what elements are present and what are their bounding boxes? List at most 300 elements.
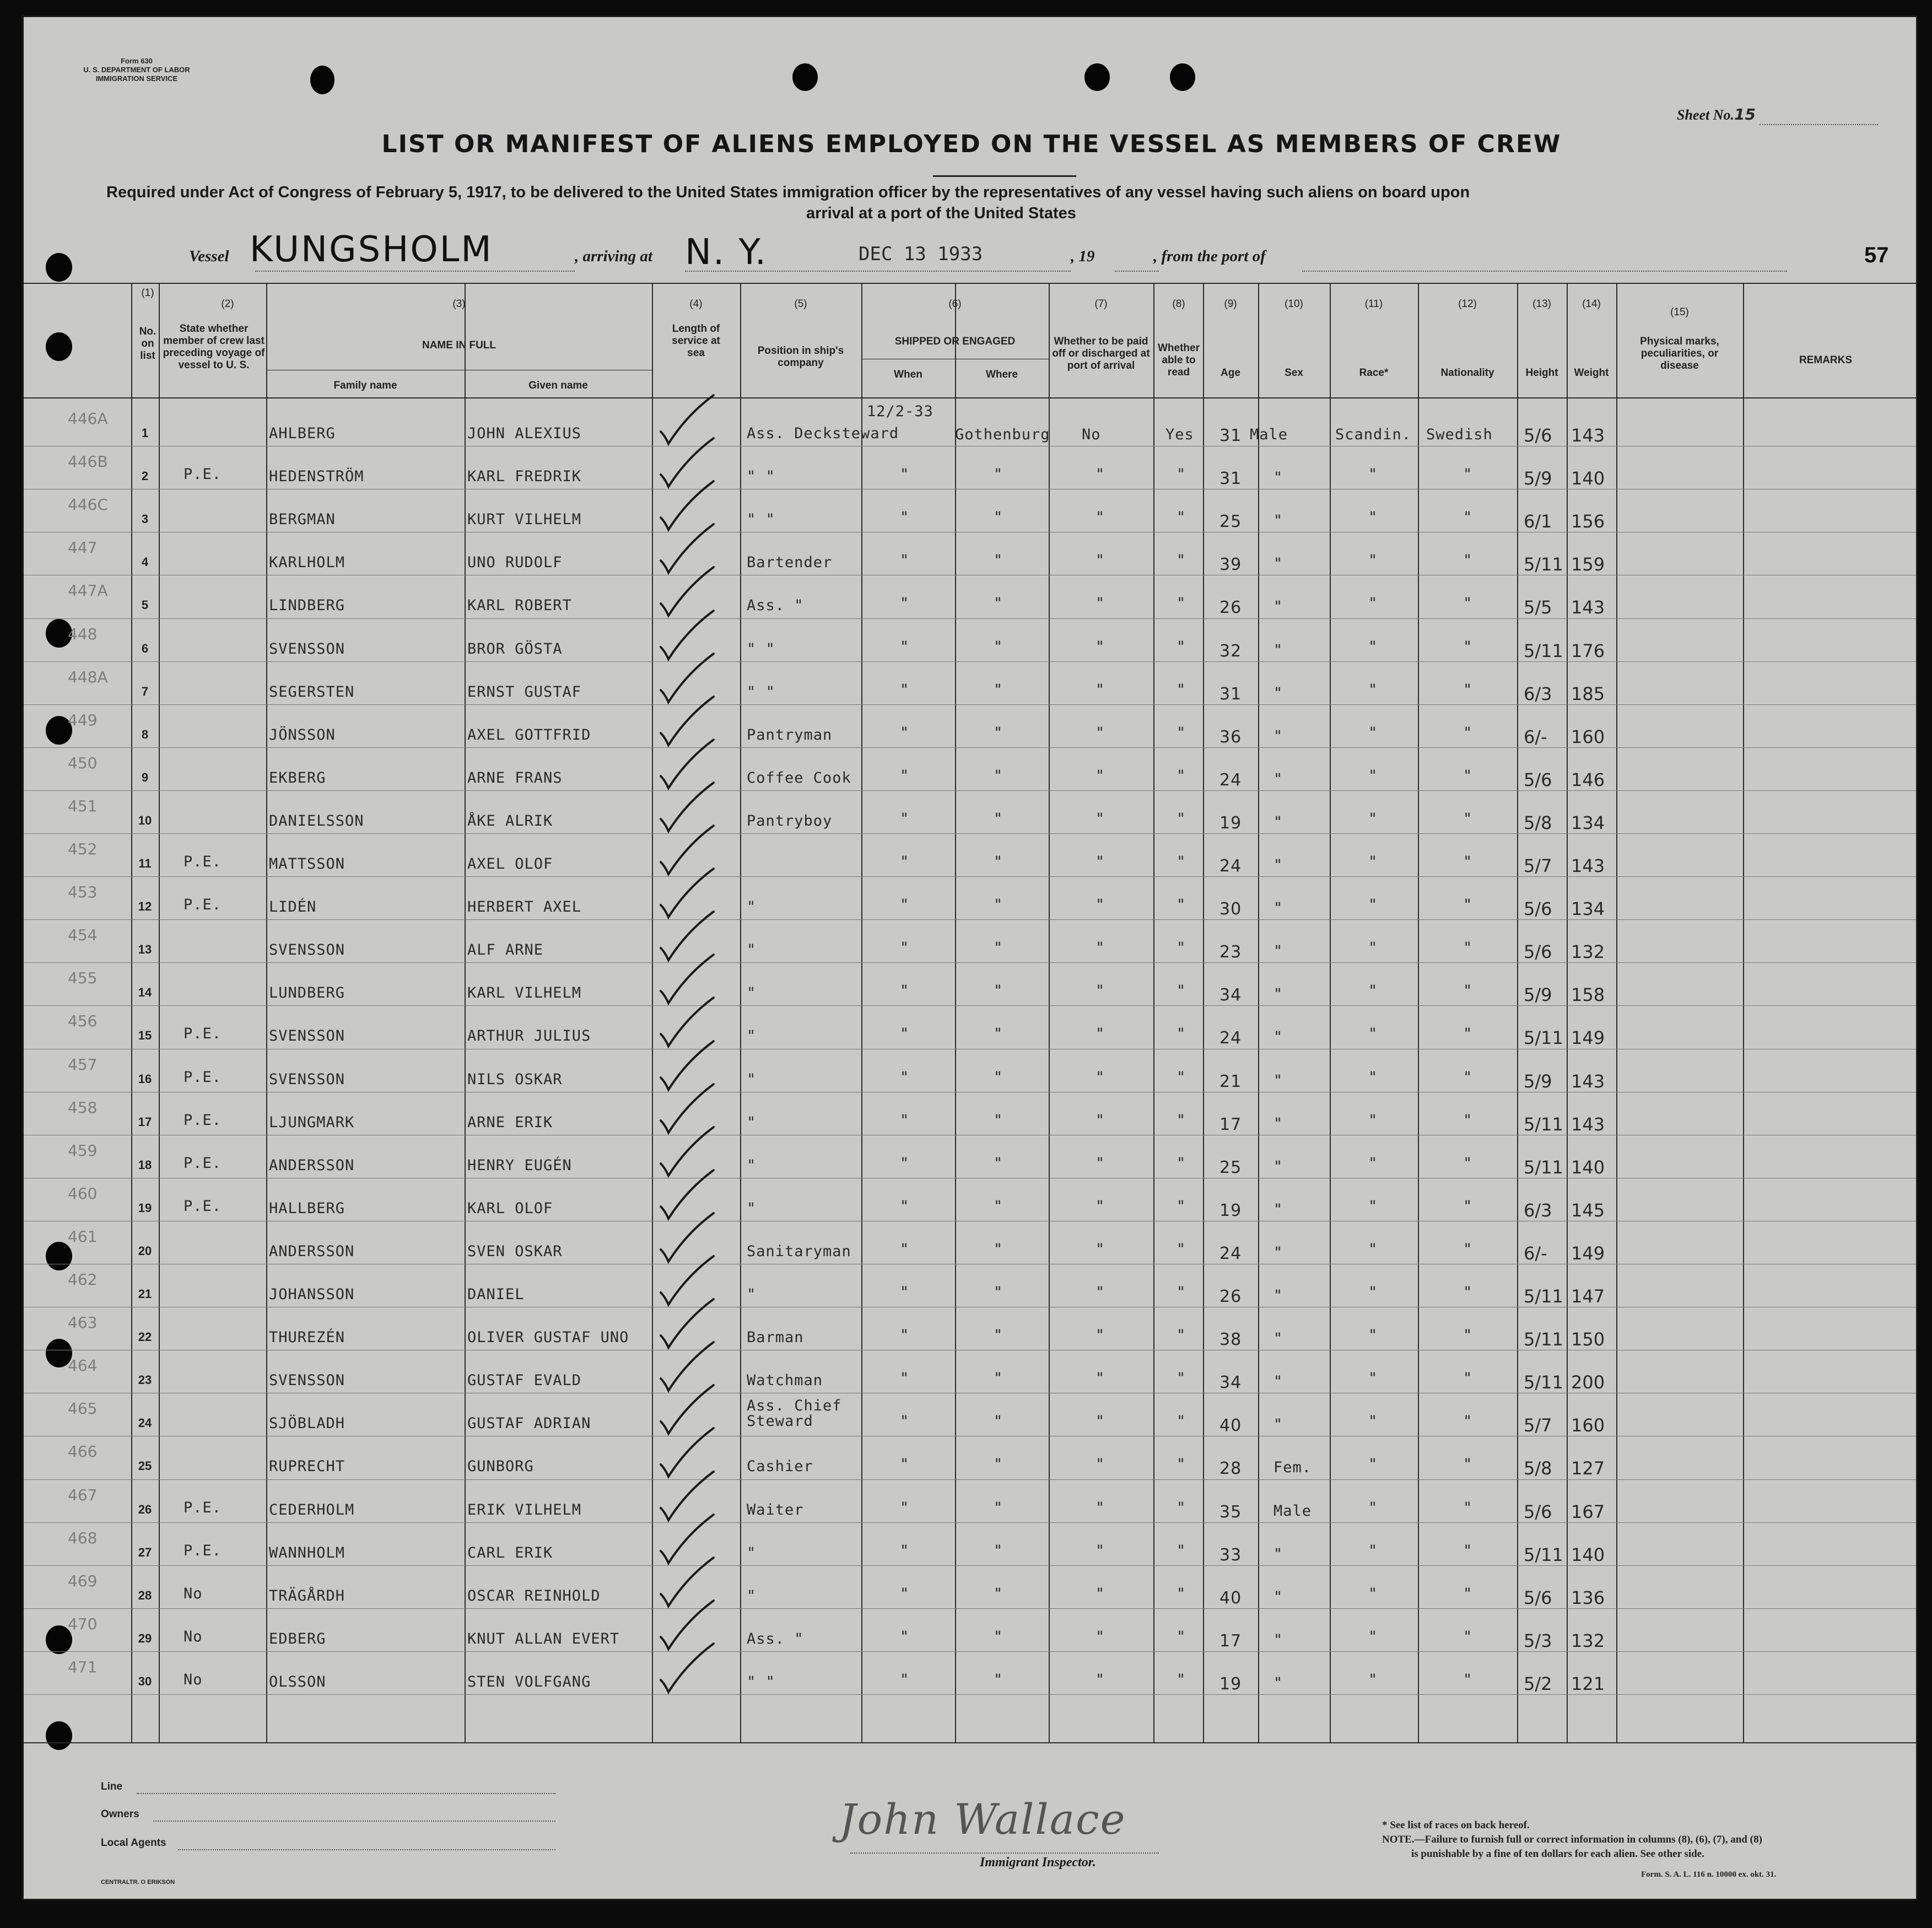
col14-number: (14) xyxy=(1582,298,1601,310)
margin-number: 452 xyxy=(68,840,98,858)
previous-voyage: No xyxy=(184,1628,203,1645)
weight: 127 xyxy=(1571,1458,1605,1479)
margin-number: 447 xyxy=(68,538,98,557)
ditto-mark: " xyxy=(994,1585,1003,1602)
checkmark-icon xyxy=(656,1641,717,1697)
row-rule xyxy=(24,919,1918,920)
shipped-date: 12/2-33 xyxy=(867,403,933,420)
service-name: IMMIGRATION SERVICE xyxy=(95,74,178,83)
ditto-mark: " xyxy=(900,896,910,913)
ditto-mark: " xyxy=(1368,896,1378,913)
ditto-mark: " xyxy=(1463,1671,1473,1688)
ditto-mark: " xyxy=(900,638,910,655)
column-rule xyxy=(1743,283,1744,1742)
ditto-mark: " xyxy=(1177,853,1186,870)
ditto-mark: " xyxy=(900,1456,910,1473)
age: 36 xyxy=(1219,728,1242,747)
col4-header: Length of service at sea xyxy=(672,323,720,359)
ditto-mark: " xyxy=(994,466,1003,483)
owners-label: Owners xyxy=(101,1808,139,1820)
col6-number: (6) xyxy=(948,298,962,310)
ditto-mark: " xyxy=(1095,853,1105,870)
ditto-mark: " xyxy=(1368,1327,1378,1344)
given-name: JOHN ALEXIUS xyxy=(467,425,582,442)
margin-number: 458 xyxy=(68,1098,98,1117)
weight: 147 xyxy=(1571,1286,1605,1307)
position: " xyxy=(747,984,757,1001)
sex: " xyxy=(1273,598,1283,615)
col11-header: Race* xyxy=(1359,367,1389,379)
weight: 134 xyxy=(1571,812,1605,833)
ditto-mark: " xyxy=(1463,896,1473,913)
race-value: Scandin. xyxy=(1335,426,1412,443)
height: 6/3 xyxy=(1524,683,1552,704)
ditto-mark: " xyxy=(1368,1198,1378,1215)
row-rule xyxy=(24,962,1918,963)
row-number: 26 xyxy=(138,1502,152,1516)
ditto-mark: " xyxy=(1463,1628,1473,1645)
column-rule xyxy=(1203,283,1204,1742)
ditto-mark: " xyxy=(1177,1198,1186,1215)
ditto-mark: " xyxy=(1368,681,1378,698)
family-name: SEGERSTEN xyxy=(269,683,355,701)
row-number: 25 xyxy=(138,1459,152,1473)
ditto-mark: " xyxy=(1095,1628,1105,1645)
weight: 200 xyxy=(1571,1372,1605,1393)
margin-number: 463 xyxy=(68,1313,98,1332)
position: " " xyxy=(747,1673,775,1690)
family-name: DANIELSSON xyxy=(269,812,364,830)
ditto-mark: " xyxy=(994,1069,1003,1086)
ditto-mark: " xyxy=(1177,1327,1186,1344)
ditto-mark: " xyxy=(1095,552,1105,569)
ditto-mark: " xyxy=(1463,1284,1473,1301)
ditto-mark: " xyxy=(1177,810,1186,827)
sex: " xyxy=(1273,1545,1283,1563)
row-rule xyxy=(24,747,1918,748)
ditto-mark: " xyxy=(994,853,1003,870)
ditto-mark: " xyxy=(1368,1155,1378,1172)
margin-number: 469 xyxy=(68,1572,98,1590)
margin-number: 468 xyxy=(68,1529,98,1547)
family-name: LJUNGMARK xyxy=(269,1114,355,1131)
col6b-header: Where xyxy=(985,369,1018,380)
margin-number: 456 xyxy=(68,1012,98,1030)
row-number: 14 xyxy=(138,985,152,999)
penalty-note: NOTE.—Failure to furnish full or correct information in columns (8), (6), (7), and (8) xyxy=(1382,1834,1762,1845)
ditto-mark: " xyxy=(1177,638,1186,655)
age: 25 xyxy=(1219,1158,1242,1177)
ditto-mark: " xyxy=(1463,1155,1473,1172)
ditto-mark: " xyxy=(1463,1413,1473,1430)
sex: " xyxy=(1273,1072,1283,1089)
ditto-mark: " xyxy=(1463,1456,1473,1473)
col15-header: Physical marks, peculiarities, or disease xyxy=(1640,336,1719,371)
row-rule xyxy=(24,1522,1918,1523)
ditto-mark: " xyxy=(994,1456,1003,1473)
given-name: GUNBORG xyxy=(467,1458,534,1475)
subtitle-line-1: Required under Act of Congress of February 5, 1917, to be delivered to the United States immigration officer by the representatives of any vessel having such aliens on board upon xyxy=(106,184,1470,201)
ditto-mark: " xyxy=(1177,767,1186,784)
row-number: 30 xyxy=(138,1674,152,1688)
family-name: SVENSSON xyxy=(269,1372,346,1389)
ditto-mark: " xyxy=(1368,1585,1378,1602)
ditto-mark: " xyxy=(1463,767,1473,784)
column-rule xyxy=(1418,283,1419,1742)
ditto-mark: " xyxy=(1368,853,1378,870)
col8-number: (8) xyxy=(1172,298,1185,310)
row-rule xyxy=(24,833,1918,834)
ditto-mark: " xyxy=(1368,810,1378,827)
ditto-mark: " xyxy=(1368,1499,1378,1516)
col15-number: (15) xyxy=(1670,306,1689,318)
col2-number: (2) xyxy=(221,298,234,310)
ditto-mark: " xyxy=(1095,1198,1105,1215)
weight: 159 xyxy=(1571,554,1605,575)
ditto-mark: " xyxy=(1177,982,1186,999)
date-stamp: DEC 13 1933 xyxy=(859,243,983,265)
ditto-mark: " xyxy=(900,1542,910,1559)
from-port-line xyxy=(1302,271,1787,272)
sex-value: Male xyxy=(1250,426,1288,443)
sex: " xyxy=(1273,1115,1283,1132)
sex: " xyxy=(1273,814,1283,831)
ditto-mark: " xyxy=(900,982,910,999)
family-name: OLSSON xyxy=(269,1673,326,1690)
ditto-mark: " xyxy=(1177,939,1186,956)
col11-number: (11) xyxy=(1364,298,1383,310)
ditto-mark: " xyxy=(1177,1585,1186,1602)
position: " xyxy=(747,1587,757,1604)
row-number: 6 xyxy=(141,642,149,655)
age: 25 xyxy=(1219,512,1242,531)
ditto-mark: " xyxy=(994,1241,1003,1258)
position: " xyxy=(747,1544,757,1561)
weight: 143 xyxy=(1571,597,1605,618)
ditto-mark: " xyxy=(1095,1456,1105,1473)
age: 24 xyxy=(1219,857,1242,876)
row-rule xyxy=(24,618,1918,619)
sex: " xyxy=(1273,857,1283,874)
punch-hole xyxy=(46,253,72,282)
margin-number: 461 xyxy=(68,1227,98,1246)
weight: 132 xyxy=(1571,941,1605,962)
ditto-mark: " xyxy=(900,1671,910,1688)
position: Waiter xyxy=(747,1501,804,1518)
ditto-mark: " xyxy=(1177,1542,1186,1559)
ditto-mark: " xyxy=(994,509,1003,526)
age: 26 xyxy=(1219,1287,1242,1306)
family-name: SJÖBLADH xyxy=(269,1415,346,1432)
family-name: SVENSSON xyxy=(269,941,346,958)
weight: 149 xyxy=(1571,1027,1605,1048)
previous-voyage: P.E. xyxy=(184,1025,222,1042)
ditto-mark: " xyxy=(1368,1413,1378,1430)
height: 5/11 xyxy=(1524,640,1563,661)
margin-number: 449 xyxy=(68,711,98,729)
ditto-mark: " xyxy=(1177,1069,1186,1086)
ditto-mark: " xyxy=(900,1112,910,1129)
family-name: LUNDBERG xyxy=(269,984,346,1001)
header-bottom-rule xyxy=(24,397,1918,398)
row-rule xyxy=(24,1565,1918,1566)
ditto-mark: " xyxy=(1177,1241,1186,1258)
given-name: GUSTAF ADRIAN xyxy=(467,1415,591,1432)
sex: " xyxy=(1273,469,1283,486)
margin-number: 460 xyxy=(68,1184,98,1203)
age: 39 xyxy=(1219,555,1242,574)
sex: " xyxy=(1273,1631,1283,1649)
position: " xyxy=(747,1157,757,1174)
height: 5/8 xyxy=(1524,812,1552,833)
sex: " xyxy=(1273,943,1283,960)
row-rule xyxy=(24,661,1918,662)
row-number: 23 xyxy=(138,1373,152,1387)
given-name: KARL OLOF xyxy=(467,1200,553,1217)
ditto-mark: " xyxy=(1095,724,1105,741)
owners-field xyxy=(153,1821,555,1822)
col10-number: (10) xyxy=(1285,298,1303,310)
subtitle-line-2: arrival at a port of the United States xyxy=(806,204,1076,222)
margin-number: 471 xyxy=(68,1658,98,1676)
height: 5/6 xyxy=(1524,1501,1552,1522)
ditto-mark: " xyxy=(994,552,1003,569)
ditto-mark: " xyxy=(900,810,910,827)
margin-number: 451 xyxy=(68,797,98,815)
line-label: Line xyxy=(101,1781,123,1792)
ditto-mark: " xyxy=(1463,1585,1473,1602)
ditto-mark: " xyxy=(994,1370,1003,1387)
sex: " xyxy=(1273,900,1283,917)
ditto-mark: " xyxy=(1177,1499,1186,1516)
ditto-mark: " xyxy=(994,810,1003,827)
col3-header: NAME IN FULL xyxy=(422,340,497,351)
family-name: EKBERG xyxy=(269,769,326,787)
row-number: 15 xyxy=(138,1028,152,1042)
col12-header: Nationality xyxy=(1440,367,1494,379)
ditto-mark: " xyxy=(1463,810,1473,827)
row-number: 19 xyxy=(138,1201,152,1215)
row-rule xyxy=(24,704,1918,705)
age: 40 xyxy=(1219,1416,1242,1435)
age: 19 xyxy=(1219,1674,1242,1694)
age: 23 xyxy=(1219,943,1242,962)
given-name: SVEN OSKAR xyxy=(467,1243,563,1260)
row-rule xyxy=(24,876,1918,877)
vessel-label: Vessel xyxy=(189,247,229,265)
ditto-mark: " xyxy=(1368,939,1378,956)
ditto-mark: " xyxy=(994,767,1003,784)
given-name: DANIEL xyxy=(467,1286,525,1303)
ditto-mark: " xyxy=(1095,1370,1105,1387)
ditto-mark: " xyxy=(1095,1585,1105,1602)
col1-header: No. on list xyxy=(139,326,156,362)
position: Sanitaryman xyxy=(747,1243,851,1260)
from-port-label: , from the port of xyxy=(1153,247,1266,265)
weight: 150 xyxy=(1571,1329,1605,1350)
column-rule xyxy=(465,283,466,1742)
col5-number: (5) xyxy=(794,298,807,310)
sheet-number-label: Sheet No.15 xyxy=(1677,105,1756,123)
weight: 143 xyxy=(1571,1071,1605,1092)
col10-header: Sex xyxy=(1285,367,1303,379)
ditto-mark: " xyxy=(1463,1241,1473,1258)
ditto-mark: " xyxy=(994,1413,1003,1430)
height: 5/11 xyxy=(1524,1114,1563,1135)
ditto-mark: " xyxy=(1463,1112,1473,1129)
ditto-mark: " xyxy=(1368,595,1378,612)
department-header xyxy=(73,57,200,83)
position: Coffee Cook xyxy=(747,769,851,787)
row-rule xyxy=(24,1694,1918,1695)
margin-number: 457 xyxy=(68,1055,98,1074)
family-name: THUREZÉN xyxy=(269,1329,346,1346)
age: 19 xyxy=(1219,814,1242,833)
ditto-mark: " xyxy=(1095,466,1105,483)
ditto-mark: " xyxy=(1463,1025,1473,1042)
ditto-mark: " xyxy=(994,724,1003,741)
weight: 158 xyxy=(1571,984,1605,1005)
age: 35 xyxy=(1219,1502,1242,1522)
ditto-mark: " xyxy=(1177,1413,1186,1430)
family-name: HEDENSTRÖM xyxy=(269,468,364,485)
height: 5/7 xyxy=(1524,1415,1552,1436)
height: 5/11 xyxy=(1524,1372,1563,1393)
ditto-mark: " xyxy=(994,1025,1003,1042)
ditto-mark: " xyxy=(1095,1284,1105,1301)
given-name: ARNE ERIK xyxy=(467,1114,553,1131)
given-name: KNUT ALLAN EVERT xyxy=(467,1630,620,1647)
row-rule xyxy=(24,790,1918,791)
height: 5/9 xyxy=(1524,468,1552,489)
ditto-mark: " xyxy=(1095,810,1105,827)
margin-number: 464 xyxy=(68,1356,98,1375)
weight: 140 xyxy=(1571,1157,1605,1178)
position: " xyxy=(747,1027,757,1044)
ditto-mark: " xyxy=(1463,939,1473,956)
margin-number: 448A xyxy=(68,668,108,686)
position: Ass. Chief Steward xyxy=(747,1397,842,1430)
previous-voyage: P.E. xyxy=(184,466,222,483)
given-name: KARL ROBERT xyxy=(467,597,572,614)
ditto-mark: " xyxy=(1177,1456,1186,1473)
weight: 121 xyxy=(1571,1673,1605,1694)
height: 5/5 xyxy=(1524,597,1552,618)
row-number: 28 xyxy=(138,1588,152,1602)
sex: " xyxy=(1273,728,1283,745)
previous-voyage: P.E. xyxy=(184,1198,222,1215)
ditto-mark: " xyxy=(1463,1327,1473,1344)
ditto-mark: " xyxy=(994,939,1003,956)
given-name: KARL FREDRIK xyxy=(467,468,582,485)
ditto-mark: " xyxy=(1463,509,1473,526)
local-agents-field xyxy=(178,1849,555,1850)
port-line xyxy=(685,271,1071,272)
sex: " xyxy=(1273,1330,1283,1347)
position: Pantryboy xyxy=(747,812,833,830)
ditto-mark: " xyxy=(900,1284,910,1301)
column-rule xyxy=(652,283,653,1742)
vessel-line xyxy=(255,271,575,272)
family-name: HALLBERG xyxy=(269,1200,346,1217)
family-name: LIDÉN xyxy=(269,898,317,915)
given-name: ÅKE ALRIK xyxy=(467,812,553,830)
column-rule xyxy=(1153,283,1154,1742)
margin-number: 453 xyxy=(68,883,98,901)
penalty-note-2: is punishable by a fine of ten dollars for each alien. See other side. xyxy=(1411,1848,1704,1860)
ditto-mark: " xyxy=(900,767,910,784)
height: 6/3 xyxy=(1524,1200,1552,1221)
ditto-mark: " xyxy=(1177,1628,1186,1645)
row-number: 1 xyxy=(141,426,149,440)
col9-header: Age xyxy=(1221,367,1240,379)
margin-number: 462 xyxy=(68,1270,98,1289)
position: Watchman xyxy=(747,1372,823,1389)
ditto-mark: " xyxy=(900,1198,910,1215)
position: Barman xyxy=(747,1329,804,1346)
weight: 132 xyxy=(1571,1630,1605,1651)
ditto-mark: " xyxy=(1368,724,1378,741)
col6a-header: When xyxy=(894,369,922,380)
family-name: TRÄGÅRDH xyxy=(269,1587,346,1604)
height: 5/6 xyxy=(1524,425,1552,446)
position: " " xyxy=(747,683,775,701)
ditto-mark: " xyxy=(1463,1370,1473,1387)
family-name: AHLBERG xyxy=(269,425,336,442)
height: 5/11 xyxy=(1524,1157,1563,1178)
ditto-mark: " xyxy=(1095,681,1105,698)
column-rule xyxy=(131,283,132,1742)
weight: 149 xyxy=(1571,1243,1605,1264)
margin-number: 447A xyxy=(68,581,108,600)
ditto-mark: " xyxy=(1095,1241,1105,1258)
ditto-mark: " xyxy=(900,681,910,698)
ditto-mark: " xyxy=(900,466,910,483)
punch-hole xyxy=(46,1721,72,1750)
given-name: AXEL OLOF xyxy=(467,855,553,873)
arriving-port: N. Y. xyxy=(685,232,768,273)
height: 5/2 xyxy=(1524,1673,1552,1694)
weight: 143 xyxy=(1571,855,1605,876)
vessel-name: KUNGSHOLM xyxy=(250,229,493,270)
form-code: Form. S. A. L. 116 n. 10000 ex. okt. 31. xyxy=(1641,1870,1777,1879)
row-number: 20 xyxy=(138,1244,152,1258)
ditto-mark: " xyxy=(900,1370,910,1387)
family-name: WANNHOLM xyxy=(269,1544,346,1561)
weight: 136 xyxy=(1571,1587,1605,1608)
position: " xyxy=(747,1071,757,1088)
inspector-signature: John Wallace xyxy=(839,1795,1126,1844)
col3-number: (3) xyxy=(452,298,466,310)
age: 40 xyxy=(1219,1588,1242,1608)
punch-hole xyxy=(46,332,72,361)
height: 6/- xyxy=(1524,1243,1547,1264)
printer-mark: CENTRALTR. O ERIKSON xyxy=(101,1879,175,1886)
ditto-mark: " xyxy=(900,1628,910,1645)
family-name: SVENSSON xyxy=(269,1071,346,1088)
family-name: EDBERG xyxy=(269,1630,326,1647)
ditto-mark: " xyxy=(1463,595,1473,612)
line-field xyxy=(137,1793,555,1794)
weight: 185 xyxy=(1571,683,1605,704)
position: Ass. Decksteward xyxy=(747,425,899,442)
shipped-port: Gothenburg xyxy=(955,426,1050,443)
row-number: 27 xyxy=(138,1545,152,1559)
ditto-mark: " xyxy=(994,1155,1003,1172)
position: " " xyxy=(747,468,775,485)
age: 31 xyxy=(1219,426,1242,445)
column-rule xyxy=(1258,283,1259,1742)
